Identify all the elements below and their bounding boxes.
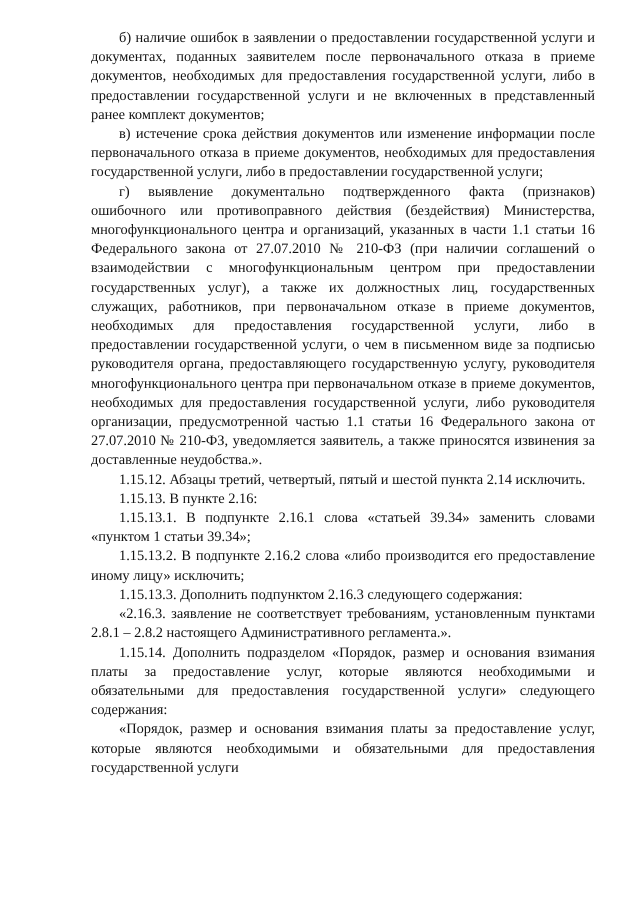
document-page [91, 29, 595, 778]
paragraph-1-15-13-3: 1.15.13.3. Дополнить подпунктом 2.16.3 следующего содержания: [119, 586, 523, 603]
paragraph-1-15-13-2: 1.15.13.2. В подпункте 2.16.2 слова «либо производится его предоставление иному лицу» исключить; [91, 548, 595, 584]
paragraph-item-b: б) наличие ошибок в заявлении о предоставлении государственной услуги и документах, поданных заявителем после первоначального отказа в приеме документов, необходимых для предоставления государственной услуги, либо в предоставлении государственной услуги и не включенных в представленный ранее комплект документов; [91, 30, 595, 123]
paragraph-fee-subsection-quote: «Порядок, размер и основания взимания платы за предоставление услуг, которые являются необходимыми и обязательными для предоставления государственной услуги [91, 721, 595, 776]
paragraph-1-15-13-1: 1.15.13.1. В подпункте 2.16.1 слова «статьей 39.34» заменить словами «пунктом 1 статьи 39.34»; [91, 510, 595, 546]
paragraph-1-15-14: 1.15.14. Дополнить подразделом «Порядок, размер и основания взимания платы за предоставление услуг, которые являются необходимыми и обязательными для предоставления государственной услуги» следующего содержания: [91, 644, 595, 719]
paragraph-item-g: г) выявление документально подтвержденного факта (признаков) ошибочного или противоправного действия (бездействия) Министерства, многофункционального центра и организаций, указанных в части 1.1 статьи 16 Федерального закона от 27.07.2010 № 210-ФЗ (при наличии соглашений о взаимодействии с многофункциональным центром при предоставлении государственных услуг), а также их должностных лиц, государственных служащих, работников, при первоначальном отказе в приеме документов, необходимых для предоставления государственной услуги, либо в предоставлении государственной услуги, о чем в письменном виде за подписью руководителя органа, предоставляющего государственную услугу, руководителя многофункционального центра при первоначальном отказе в приеме документов, необходимых для предоставления государственной услуги, либо руководителя организации, предусмотренной частью 1.1 статьи 16 Федерального закона от 27.07.2010 № 210-ФЗ, уведомляется заявитель, а также приносятся извинения за доставленные неудобства.». [91, 183, 595, 469]
paragraph-item-v: в) истечение срока действия документов или изменение информации после первоначального отказа в приеме документов, необходимых для предоставления государственной услуги, либо в предоставлении государственной услуги; [91, 126, 595, 181]
paragraph-1-15-13: 1.15.13. В пункте 2.16: [119, 490, 258, 507]
paragraph-1-15-12: 1.15.12. Абзацы третий, четвертый, пятый и шестой пункта 2.14 исключить. [119, 471, 586, 488]
paragraph-2-16-3-quote: «2.16.3. заявление не соответствует требованиям, установленным пунктами 2.8.1 – 2.8.2 настоящего Административного регламента.». [91, 606, 595, 642]
